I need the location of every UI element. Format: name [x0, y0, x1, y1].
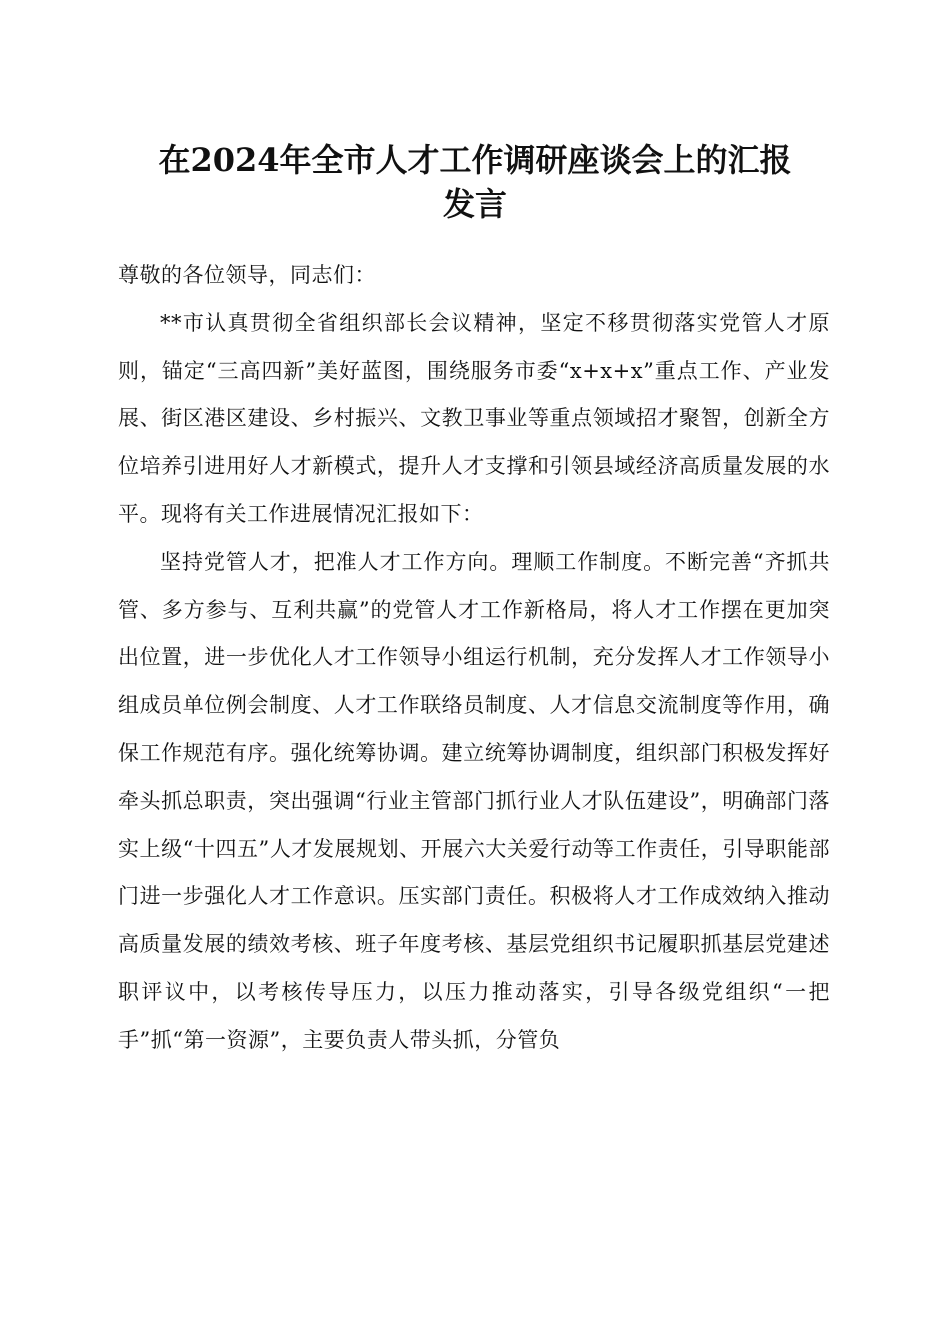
- paragraph-intro: **市认真贯彻全省组织部长会议精神，坚定不移贯彻落实党管人才原则，锚定“三高四新”美好蓝图，围绕服务市委“x+x+x”重点工作、产业发展、街区港区建设、乡村振兴、文教卫事业等重点领域招才聚智，创新全方位培养引进用好人才新模式，提升人才支撑和引领县域经济高质量发展的水平。现将有关工作进展情况汇报如下：: [118, 310, 830, 526]
- salutation: 尊敬的各位领导，同志们：: [118, 263, 376, 287]
- document-body: [118, 252, 830, 1065]
- title-line-2: 发言: [442, 185, 507, 223]
- title-line-1: 在2024年全市人才工作调研座谈会上的汇报: [158, 141, 792, 179]
- paragraph-party-leadership: 坚持党管人才，把准人才工作方向。理顺工作制度。不断完善“齐抓共管、多方参与、互利共赢”的党管人才工作新格局，将人才工作摆在更加突出位置，进一步优化人才工作领导小组运行机制，充分发挥人才工作领导小组成员单位例会制度、人才工作联络员制度、人才信息交流制度等作用，确保工作规范有序。强化统筹协调。建立统筹协调制度，组织部门积极发挥好牵头抓总职责，突出强调“行业主管部门抓行业人才队伍建设”，明确部门落实上级“十四五”人才发展规划、开展六大关爱行动等工作责任，引导职能部门进一步强化人才工作意识。压实部门责任。积极将人才工作成效纳入推动高质量发展的绩效考核、班子年度考核、基层党组织书记履职抓基层党建述职评议中，以考核传导压力，以压力推动落实，引导各级党组织“一把手”抓“第一资源”，主要负责人带头抓，分管负: [118, 549, 830, 1052]
- document-title: [100, 138, 850, 226]
